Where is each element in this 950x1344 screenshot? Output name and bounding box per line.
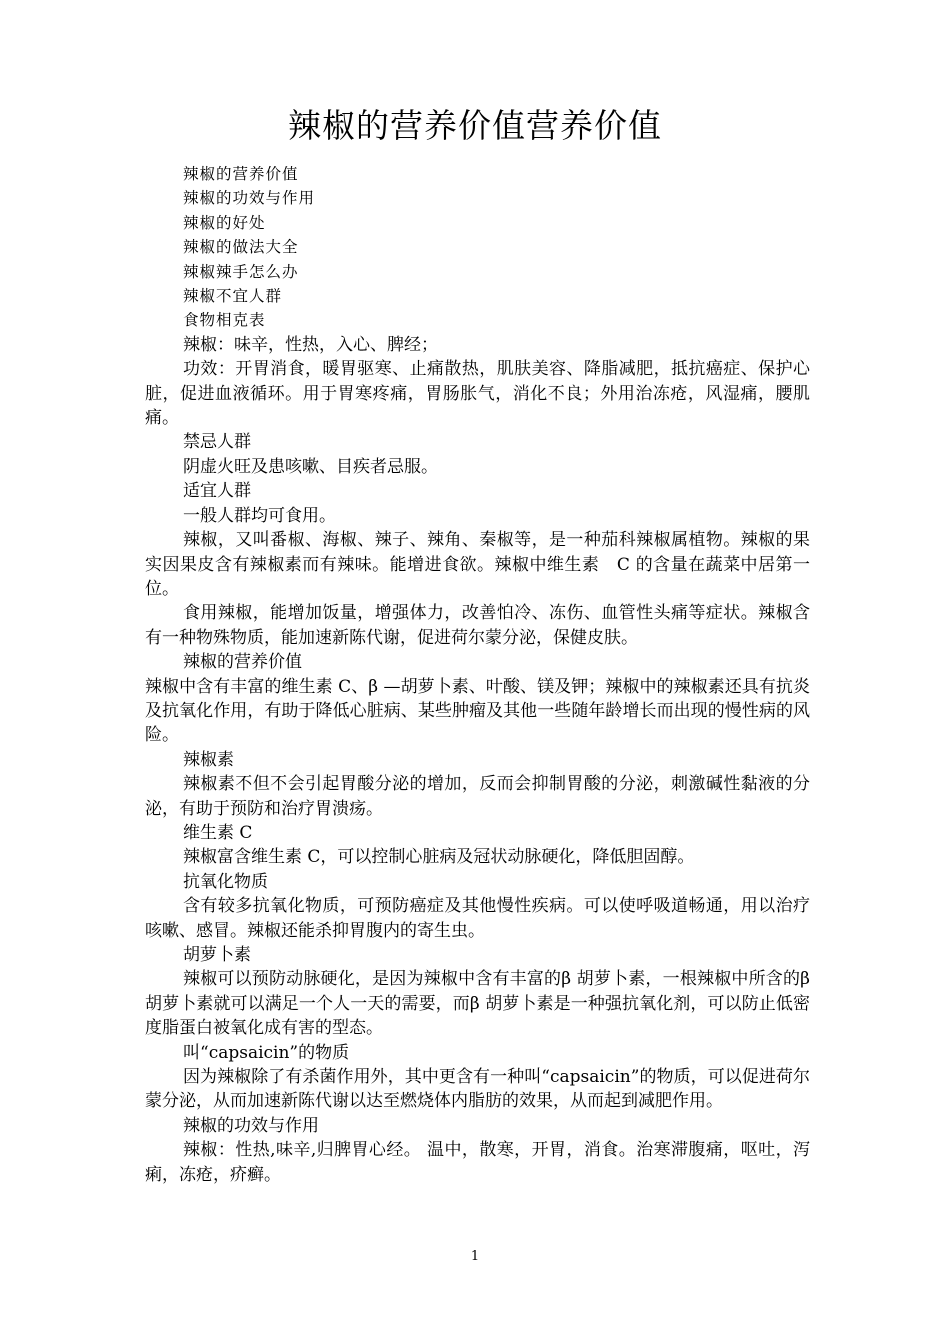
section-heading: 叫“capsaicin”的物质 (183, 1042, 350, 1063)
paragraph: 阴虚火旺及患咳嗽、目疾者忌服。 (183, 456, 438, 477)
toc-item: 辣椒辣手怎么办 (183, 262, 299, 281)
paragraph: 一般人群均可食用。 (183, 505, 336, 526)
section-heading: 禁忌人群 (183, 432, 251, 453)
paragraph: 功效：开胃消食，暖胃驱寒、止痛散热，肌肤美容、降脂减肥，抵抗癌症、保护心脏，促进血液循环。用于胃寒疼痛，胃肠胀气，消化不良；外用治冻疮，风湿痛，腰肌痛。 (145, 359, 810, 429)
section-heading: 辣椒的营养价值 (183, 652, 302, 673)
toc-item: 辣椒的好处 (183, 213, 266, 232)
document-title: 辣椒的营养价值营养价值 (288, 106, 662, 145)
paragraph: 辣椒可以预防动脉硬化，是因为辣椒中含有丰富的β 胡萝卜素，一根辣椒中所含的β 胡萝卜素就可以满足一个人一天的需要，而β 胡萝卜素是一种强抗氧化剂，可以防止低密度脂蛋白被氧化成有害的型态。 (145, 969, 810, 1039)
section-heading: 抗氧化物质 (183, 871, 268, 892)
paragraph: 含有较多抗氧化物质，可预防癌症及其他慢性疾病。可以使呼吸道畅通，用以治疗咳嗽、感冒。辣椒还能杀抑胃腹内的寄生虫。 (145, 896, 810, 941)
paragraph: 辣椒中含有丰富的维生素 C、β —胡萝卜素、叶酸、镁及钾；辣椒中的辣椒素还具有抗炎及抗氧化作用，有助于降低心脏病、某些肿瘤及其他一些随年龄增长而出现的慢性病的风险。 (145, 676, 810, 746)
section-heading: 维生素 C (183, 822, 253, 843)
paragraph: 因为辣椒除了有杀菌作用外，其中更含有一种叫“capsaicin”的物质，可以促进荷尔蒙分泌，从而加速新陈代谢以达至燃烧体内脂肪的效果，从而起到减肥作用。 (145, 1067, 810, 1112)
paragraph: 辣椒素不但不会引起胃酸分泌的增加，反而会抑制胃酸的分泌，刺激碱性黏液的分泌，有助于预防和治疗胃溃疡。 (145, 774, 810, 819)
toc-item: 辣椒不宜人群 (183, 287, 283, 306)
paragraph: 辣椒，又叫番椒、海椒、辣子、辣角、秦椒等，是一种茄科辣椒属植物。辣椒的果实因果皮含有辣椒素而有辣味。能增进食欲。辣椒中维生素 C 的含量在蔬菜中居第一位。 (145, 530, 810, 599)
section-heading: 适宜人群 (183, 481, 251, 502)
page-number: 1 (470, 1249, 480, 1264)
document-body (145, 162, 810, 1187)
toc-item: 辣椒的功效与作用 (183, 189, 316, 208)
section-heading: 胡萝卜素 (183, 945, 251, 965)
section-heading: 辣椒的功效与作用 (183, 1115, 319, 1136)
paragraph: 辣椒富含维生素 C，可以控制心脏病及冠状动脉硬化，降低胆固醇。 (183, 847, 695, 868)
toc-item: 辣椒的做法大全 (183, 238, 299, 257)
toc-item: 食物相克表 (183, 311, 266, 330)
toc-item: 辣椒的营养价值 (183, 165, 299, 183)
paragraph: 辣椒：性热,味辛,归脾胃心经。 温中，散寒，开胃，消食。治寒滞腹痛，呕吐，泻痢，冻疮，疥癣。 (145, 1140, 810, 1185)
section-heading: 辣椒素 (183, 749, 234, 770)
paragraph: 食用辣椒，能增加饭量，增强体力，改善怕冷、冻伤、血管性头痛等症状。辣椒含有一种物殊物质，能加速新陈代谢，促进荷尔蒙分泌，保健皮肤。 (145, 603, 810, 648)
paragraph: 辣椒：味辛，性热，入心、脾经； (183, 334, 438, 355)
